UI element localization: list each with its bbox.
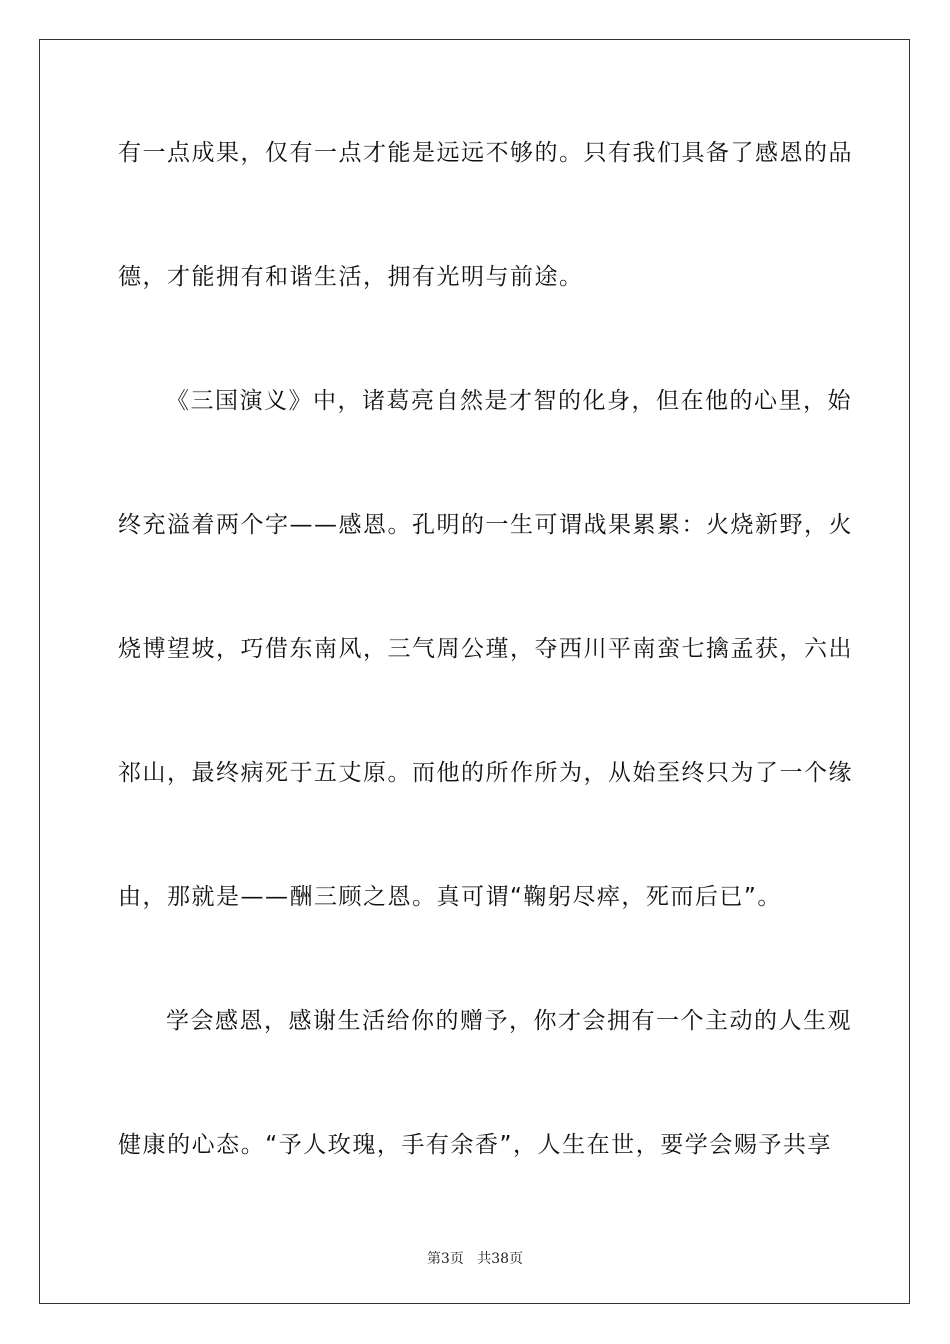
text-line-6: 祁山，最终病死于五丈原。而他的所作所为，从始至终只为了一个缘	[118, 760, 853, 786]
text-line-4: 终充溢着两个字——感恩。孔明的一生可谓战果累累：火烧新野，火	[118, 512, 853, 538]
total-pages: 共38页	[477, 1251, 524, 1267]
paragraph-start-line: 《三国演义》中，诸葛亮自然是才智的化身，但在他的心里，始	[166, 388, 852, 414]
page-number: 第3页	[426, 1251, 464, 1267]
text-line-1: 有一点成果，仅有一点才能是远远不够的。只有我们具备了感恩的品	[118, 140, 853, 166]
text-line-7: 由，那就是——酬三顾之恩。真可谓“鞠躬尽瘁，死而后已”。	[118, 884, 782, 910]
text-line-9: 健康的心态。“予人玫瑰，手有余香”，人生在世，要学会赐予共享	[118, 1132, 832, 1158]
text-line-2: 德，才能拥有和谐生活，拥有光明与前途。	[118, 264, 584, 290]
text-line-5: 烧博望坡，巧借东南风，三气周公瑾，夺西川平南蛮七擒孟获，六出	[118, 636, 853, 662]
paragraph-start-line: 学会感恩，感谢生活给你的赠予，你才会拥有一个主动的人生观	[166, 1008, 852, 1034]
page-border	[39, 39, 910, 1304]
page-footer	[0, 1248, 950, 1268]
